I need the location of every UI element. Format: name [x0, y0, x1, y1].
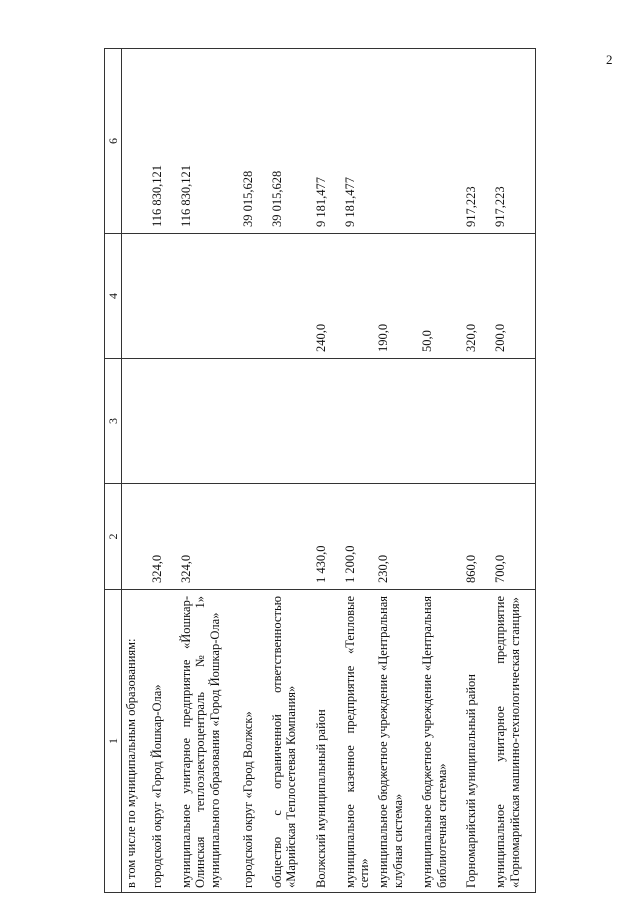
row-col-2: 1 430,0 [312, 484, 341, 590]
row-col-4: 50,0 [418, 234, 462, 359]
row-name: муниципальное казенное предприятие «Тепловые сети» [341, 590, 375, 893]
row-col-4 [177, 234, 239, 359]
row-col-6 [418, 49, 462, 234]
table-row [122, 49, 148, 893]
row-name: муниципальное бюджетное учреждение «Центральная библиотечная система» [418, 590, 462, 893]
table-row [148, 49, 177, 893]
row-col-6: 9 181,477 [312, 49, 341, 234]
row-col-4 [239, 234, 268, 359]
row-col-3 [148, 359, 177, 484]
rotated-table-container [104, 49, 594, 893]
row-col-4: 190,0 [374, 234, 418, 359]
row-col-4 [268, 234, 312, 359]
row-col-2 [418, 484, 462, 590]
row-col-2 [239, 484, 268, 590]
row-name: городской округ «Город Волжск» [239, 590, 268, 893]
header-col-3: 3 [105, 359, 122, 484]
table-body [122, 49, 536, 893]
table-row [177, 49, 239, 893]
row-name: муниципальное унитарное предприятие «Горномарийская машинно-технологическая станция» [491, 590, 535, 893]
row-col-6: 116 830,121 [177, 49, 239, 234]
row-col-3 [374, 359, 418, 484]
row-col-4: 240,0 [312, 234, 341, 359]
table-row [374, 49, 418, 893]
row-col-4 [341, 234, 375, 359]
row-name: в том числе по муниципальным образованиям: [122, 590, 148, 893]
row-col-2: 230,0 [374, 484, 418, 590]
row-col-2 [268, 484, 312, 590]
row-name: Волжский муниципальный район [312, 590, 341, 893]
row-col-2: 860,0 [462, 484, 491, 590]
row-col-2 [122, 484, 148, 590]
row-col-4: 200,0 [491, 234, 535, 359]
row-col-4 [122, 234, 148, 359]
row-col-2: 1 200,0 [341, 484, 375, 590]
row-col-4 [148, 234, 177, 359]
table-row [239, 49, 268, 893]
table-row [491, 49, 535, 893]
table-header-row [105, 49, 122, 893]
row-col-3 [122, 359, 148, 484]
row-col-3 [239, 359, 268, 484]
row-col-6: 9 181,477 [341, 49, 375, 234]
row-col-2: 700,0 [491, 484, 535, 590]
row-name: городской округ «Город Йошкар-Ола» [148, 590, 177, 893]
row-col-3 [418, 359, 462, 484]
row-name: муниципальное унитарное предприятие «Йошкар-Олинская теплоэлектроцентраль № 1» муниципального образования «Город Йошкар-Ола» [177, 590, 239, 893]
header-col-4: 4 [105, 234, 122, 359]
row-col-6: 917,223 [491, 49, 535, 234]
row-col-6 [122, 49, 148, 234]
row-col-3 [491, 359, 535, 484]
header-col-2: 2 [105, 484, 122, 590]
row-col-6: 917,223 [462, 49, 491, 234]
row-col-3 [177, 359, 239, 484]
row-col-3 [312, 359, 341, 484]
row-name: общество с ограниченной ответственностью «Марийская Теплосетевая Компания» [268, 590, 312, 893]
row-col-3 [268, 359, 312, 484]
table-row [462, 49, 491, 893]
row-col-4: 320,0 [462, 234, 491, 359]
row-name: муниципальное бюджетное учреждение «Центральная клубная система» [374, 590, 418, 893]
header-col-6: 6 [105, 49, 122, 234]
row-col-2: 324,0 [148, 484, 177, 590]
row-col-6 [374, 49, 418, 234]
row-col-6: 39 015,628 [239, 49, 268, 234]
table-row [341, 49, 375, 893]
row-col-3 [462, 359, 491, 484]
header-col-1: 1 [105, 590, 122, 893]
row-col-6: 116 830,121 [148, 49, 177, 234]
row-name: Горномарийский муниципальный район [462, 590, 491, 893]
table-row [268, 49, 312, 893]
row-col-3 [341, 359, 375, 484]
row-col-2: 324,0 [177, 484, 239, 590]
data-table [104, 48, 536, 893]
page-number: 2 [606, 52, 613, 67]
table-row [312, 49, 341, 893]
table-row [418, 49, 462, 893]
row-col-6: 39 015,628 [268, 49, 312, 234]
